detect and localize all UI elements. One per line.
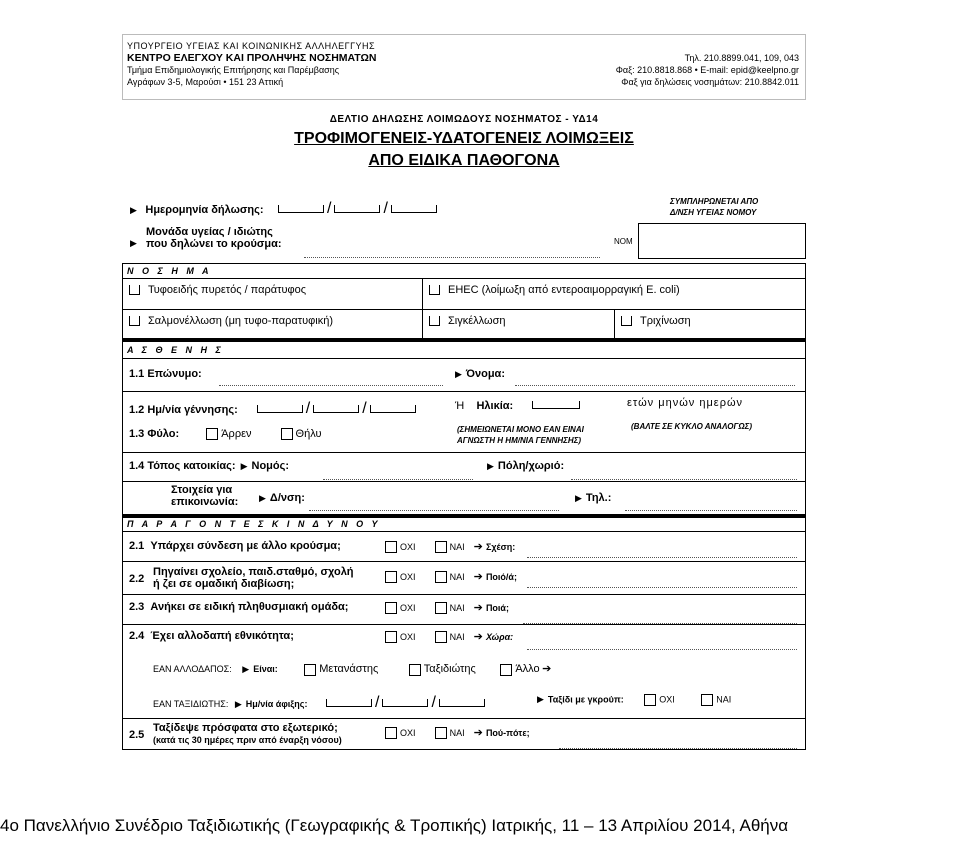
- q23-follow-label: Ποιά;: [485, 603, 509, 613]
- q23-options: ΟΧΙ ΝΑΙ ➔ Ποιά;: [385, 601, 509, 614]
- q21-label: Υπάρχει σύνδεση με άλλο κρούσμα;: [150, 540, 341, 552]
- q23-row: [129, 601, 348, 613]
- ehec-label: EHEC (λοίμωξη από εντεροαιμορραγική E. coli): [448, 284, 680, 296]
- q22-no-checkbox[interactable]: [385, 571, 397, 583]
- arrow-icon: ▶: [130, 205, 137, 215]
- q22-no-label: ΟΧΙ: [400, 572, 416, 582]
- arrival-month-field[interactable]: [382, 699, 428, 707]
- group-trip-yes-label: ΝΑΙ: [716, 694, 732, 705]
- surname-field[interactable]: [219, 376, 443, 386]
- arrow-icon: ▶: [130, 238, 137, 248]
- birth-year-field[interactable]: [370, 405, 416, 413]
- checkbox-icon[interactable]: [129, 285, 140, 295]
- other-checkbox[interactable]: [500, 664, 512, 676]
- form-table: [122, 263, 806, 750]
- q24-no-label: ΟΧΙ: [400, 632, 416, 642]
- age-units[interactable]: ετών μηνών ημερών: [627, 397, 744, 409]
- risk-section-title: Π Α Ρ Α Γ Ο Ν Τ Ε Σ Κ Ι Ν Δ Υ Ν Ο Υ: [127, 519, 381, 529]
- reporting-unit-field[interactable]: [304, 248, 600, 258]
- q22-yes-checkbox[interactable]: [435, 571, 447, 583]
- group-trip-yes-checkbox[interactable]: [701, 694, 713, 706]
- or-label: Ή: [455, 400, 465, 412]
- reporting-unit-row: [130, 226, 282, 250]
- group-trip-label: Ταξίδι με γκρούπ:: [547, 694, 624, 705]
- date-day-field[interactable]: [278, 205, 324, 213]
- birth-month-field[interactable]: [313, 405, 359, 413]
- patient-section-title: Α Σ Θ Ε Ν Η Σ: [127, 345, 224, 355]
- checkbox-icon[interactable]: [429, 316, 440, 326]
- traveler-checkbox[interactable]: [409, 664, 421, 676]
- address-text: Αγράφων 3-5, Μαρούσι • 151 23 Αττική: [127, 77, 284, 87]
- sex-label: 1.3 Φύλο:: [129, 428, 180, 440]
- q22-follow-field[interactable]: [527, 578, 797, 588]
- q24-options: ΟΧΙ ΝΑΙ ➔ Χώρα:: [385, 630, 513, 643]
- dept-text: Τμήμα Επιδημιολογικής Επιτήρησης και Παρέμβασης: [127, 65, 340, 75]
- name-label: Όνομα:: [465, 368, 505, 380]
- q24-no-checkbox[interactable]: [385, 631, 397, 643]
- fax-email-text: Φαξ: 210.8818.868 • E-mail: epid@keelpno.gr: [615, 65, 799, 75]
- residence-label: 1.4 Τόπος κατοικίας:: [129, 460, 236, 472]
- q21-follow-label: Σχέση:: [485, 542, 516, 552]
- declaration-date-label: Ημερομηνία δήλωσης:: [145, 204, 264, 216]
- q21-number: 2.1: [129, 540, 145, 552]
- q22-label-1: Πηγαίνει σχολείο, παιδ.σταθμό, σχολή: [153, 566, 354, 578]
- arrival-label: Ημ/νία άφιξης:: [245, 699, 308, 709]
- filled-by-note: [670, 196, 758, 218]
- q21-no-label: ΟΧΙ: [400, 542, 416, 552]
- name-field[interactable]: [515, 376, 795, 386]
- foreign-row: ΕΑΝ ΑΛΛΟΔΑΠΟΣ: ▶ Είναι: Μετανάστης Ταξιδιώτης Άλλο ➔: [153, 663, 552, 675]
- arrival-day-field[interactable]: [326, 699, 372, 707]
- other-label: Άλλο: [515, 663, 540, 675]
- q21-yes-label: ΝΑΙ: [449, 542, 465, 552]
- city-row: ▶ Πόλη/χωριό:: [487, 460, 565, 472]
- surname-row: [129, 368, 202, 380]
- q25-no-label: ΟΧΙ: [400, 728, 416, 738]
- circle-note: (ΒΑΛΤΕ ΣΕ ΚΥΚΛΟ ΑΝΑΛΟΓΩΣ): [631, 422, 752, 431]
- checkbox-icon[interactable]: [429, 285, 440, 295]
- shigella-option[interactable]: [429, 315, 505, 327]
- city-field[interactable]: [571, 470, 797, 480]
- q24-yes-label: ΝΑΙ: [449, 632, 465, 642]
- group-trip-row: ▶ Ταξίδι με γκρούπ: ΟΧΙ ΝΑΙ: [537, 694, 732, 705]
- q22-options: ΟΧΙ ΝΑΙ ➔ Ποιό/ά;: [385, 570, 517, 583]
- birth-day-field[interactable]: [257, 405, 303, 413]
- q22-follow-label: Ποιό/ά;: [485, 572, 517, 582]
- q24-follow-label: Χώρα:: [485, 632, 514, 642]
- if-traveler-label: ΕΑΝ ΤΑΞΙΔΙΩΤΗΣ:: [153, 699, 229, 709]
- age-note: [457, 424, 584, 446]
- q23-no-label: ΟΧΙ: [400, 603, 416, 613]
- female-checkbox[interactable]: [281, 428, 293, 440]
- q24-follow-field[interactable]: [527, 640, 797, 650]
- trichinosis-label: Τριχίνωση: [640, 315, 691, 327]
- age-row: [455, 400, 580, 412]
- q25-yes-checkbox[interactable]: [435, 727, 447, 739]
- declaration-date-row: ▶ Ημερομηνία δήλωσης: / /: [130, 200, 437, 218]
- q21-follow-field[interactable]: [527, 548, 797, 558]
- q25-label-1: Ταξίδεψε πρόσφατα στο εξωτερικό;: [153, 722, 338, 734]
- phone-row: ▶ Τηλ.:: [575, 492, 612, 504]
- conference-footer: 4ο Πανελλήνιο Συνέδριο Ταξιδιωτικής (Γεωγραφικής & Τροπικής) Ιατρικής, 11 – 13 Απριλίου 2014, Αθήνα: [0, 816, 789, 835]
- header-contact: [616, 52, 799, 88]
- phone-field[interactable]: [625, 501, 797, 511]
- form-main-title: ΤΡΟΦΙΜΟΓΕΝΕΙΣ-ΥΔΑΤΟΓΕΝΕΙΣ ΛΟΙΜΩΞΕΙΣ: [294, 130, 634, 147]
- q23-follow-field[interactable]: [523, 614, 797, 624]
- immigrant-checkbox[interactable]: [304, 664, 316, 676]
- reporting-unit-label-2: που δηλώνει το κρούσμα:: [146, 238, 282, 250]
- q23-yes-label: ΝΑΙ: [449, 603, 465, 613]
- residence-row: 1.4 Τόπος κατοικίας: ▶ Νομός:: [129, 460, 290, 472]
- date-year-field[interactable]: [391, 205, 437, 213]
- name-row: ▶ Όνομα:: [455, 368, 505, 380]
- q23-label: Ανήκει σε ειδική πληθυσμιακή ομάδα;: [150, 601, 349, 613]
- phone-label: Τηλ.:: [585, 492, 612, 504]
- arrival-year-field[interactable]: [439, 699, 485, 707]
- q21-yes-checkbox[interactable]: [435, 541, 447, 553]
- address-field[interactable]: [309, 501, 559, 511]
- notification-form: [122, 34, 806, 750]
- q24-number: 2.4: [129, 630, 145, 642]
- q21-no-checkbox[interactable]: [385, 541, 397, 553]
- contact-label: [171, 484, 238, 508]
- salmonella-option[interactable]: [129, 315, 333, 327]
- ministry-text: ΥΠΟΥΡΓΕΙΟ ΥΓΕΙΑΣ ΚΑΙ ΚΟΙΝΩΝΙΚΗΣ ΑΛΛΗΛΕΓΓΥΗΣ: [127, 41, 376, 51]
- birthdate-row: 1.2 Ημ/νία γέννησης: / /: [129, 400, 416, 418]
- q25-label-2: (κατά τις 30 ημέρες πριν από έναρξη νόσου): [153, 735, 342, 745]
- fax-notify-text: Φαξ για δηλώσεις νοσημάτων: 210.8842.011: [621, 77, 799, 87]
- reporting-unit-label-1: Μονάδα υγείας / ιδιώτης: [146, 226, 273, 238]
- sex-row: [129, 428, 321, 440]
- q25-follow-field[interactable]: [559, 739, 797, 749]
- contact-label-2: επικοινωνία:: [171, 496, 239, 508]
- age-label: Ηλικία:: [476, 400, 514, 412]
- ehec-option[interactable]: [429, 284, 680, 296]
- q25-follow-label: Πού-πότε;: [485, 728, 530, 738]
- q25-number: 2.5: [129, 729, 145, 741]
- q22-label-2: ή ζει σε ομαδική διαβίωση;: [153, 578, 295, 590]
- typhoid-option[interactable]: [129, 284, 306, 296]
- q21-row: [129, 540, 341, 552]
- age-field[interactable]: [532, 401, 580, 409]
- q22-row: [129, 566, 354, 590]
- q25-yes-label: ΝΑΙ: [449, 728, 465, 738]
- q23-yes-checkbox[interactable]: [435, 602, 447, 614]
- shigella-label: Σιγκέλλωση: [448, 315, 506, 327]
- is-label: Είναι:: [253, 664, 278, 674]
- filled-by-note-2: Δ/ΝΣΗ ΥΓΕΙΑΣ ΝΟΜΟΥ: [670, 208, 757, 217]
- traveler-label: Ταξιδιώτης: [423, 663, 476, 675]
- female-label: Θήλυ: [295, 428, 322, 440]
- header-box: [122, 34, 806, 100]
- q22-number: 2.2: [129, 573, 145, 585]
- form-sub-title: ΑΠΟ ΕΙΔΙΚΑ ΠΑΘΟΓΟΝΑ: [368, 152, 560, 169]
- disease-section-title: Ν Ο Σ Η Μ Α: [127, 266, 212, 276]
- surname-label: 1.1 Επώνυμο:: [129, 368, 202, 380]
- city-label: Πόλη/χωριό:: [497, 460, 565, 472]
- immigrant-label: Μετανάστης: [319, 663, 379, 675]
- birthdate-label: 1.2 Ημ/νία γέννησης:: [129, 404, 238, 416]
- male-label: Άρρεν: [221, 428, 252, 440]
- prefecture-label: Νομός:: [251, 460, 290, 472]
- nom-field[interactable]: [638, 223, 806, 259]
- q23-no-checkbox[interactable]: [385, 602, 397, 614]
- prefecture-field[interactable]: [323, 470, 473, 480]
- nom-label: ΝΟΜ: [614, 237, 633, 246]
- checkbox-icon[interactable]: [621, 316, 632, 326]
- typhoid-label: Τυφοειδής πυρετός / παράτυφος: [148, 284, 307, 296]
- date-month-field[interactable]: [334, 205, 380, 213]
- traveler-row: ΕΑΝ ΤΑΞΙΔΙΩΤΗΣ: ▶ Ημ/νία άφιξης: / /: [153, 694, 485, 712]
- phone-text: Τηλ. 210.8899.041, 109, 043: [684, 53, 799, 63]
- male-checkbox[interactable]: [206, 428, 218, 440]
- q24-row: [129, 630, 294, 642]
- group-trip-no-checkbox[interactable]: [644, 694, 656, 706]
- q21-options: ΟΧΙ ΝΑΙ ➔ Σχέση:: [385, 540, 515, 553]
- age-note-2: ΑΓΝΩΣΤΗ Η ΗΜ/ΝΙΑ ΓΕΝΝΗΣΗΣ): [457, 436, 582, 445]
- age-note-1: (ΣΗΜΕΙΩΝΕΤΑΙ ΜΟΝΟ ΕΑΝ ΕΙΝΑΙ: [457, 425, 584, 434]
- address-label: Δ/νση:: [269, 492, 305, 504]
- header-org: [127, 40, 376, 88]
- foreign-label: ΕΑΝ ΑΛΛΟΔΑΠΟΣ:: [153, 664, 232, 674]
- q25-no-checkbox[interactable]: [385, 727, 397, 739]
- q23-number: 2.3: [129, 601, 145, 613]
- form-code-title: ΔΕΛΤΙΟ ΔΗΛΩΣΗΣ ΛΟΙΜΩΔΟΥΣ ΝΟΣΗΜΑΤΟΣ - ΥΔ14: [329, 114, 599, 125]
- checkbox-icon[interactable]: [129, 316, 140, 326]
- q24-label: Έχει αλλοδαπή εθνικότητα;: [150, 630, 294, 642]
- q25-row: [129, 722, 342, 746]
- trichinosis-option[interactable]: [621, 315, 691, 327]
- salmonella-label: Σαλμονέλλωση (μη τυφο-παρατυφική): [148, 315, 333, 327]
- address-row: ▶ Δ/νση:: [259, 492, 305, 504]
- q25-options: ΟΧΙ ΝΑΙ ➔ Πού-πότε;: [385, 726, 530, 739]
- q22-yes-label: ΝΑΙ: [449, 572, 465, 582]
- contact-label-1: Στοιχεία για: [171, 484, 233, 496]
- group-trip-no-label: ΟΧΙ: [659, 694, 675, 705]
- filled-by-note-1: ΣΥΜΠΛΗΡΩΝΕΤΑΙ ΑΠΟ: [670, 197, 759, 206]
- center-text: ΚΕΝΤΡΟ ΕΛΕΓΧΟΥ ΚΑΙ ΠΡΟΛΗΨΗΣ ΝΟΣΗΜΑΤΩΝ: [127, 52, 377, 64]
- q24-yes-checkbox[interactable]: [435, 631, 447, 643]
